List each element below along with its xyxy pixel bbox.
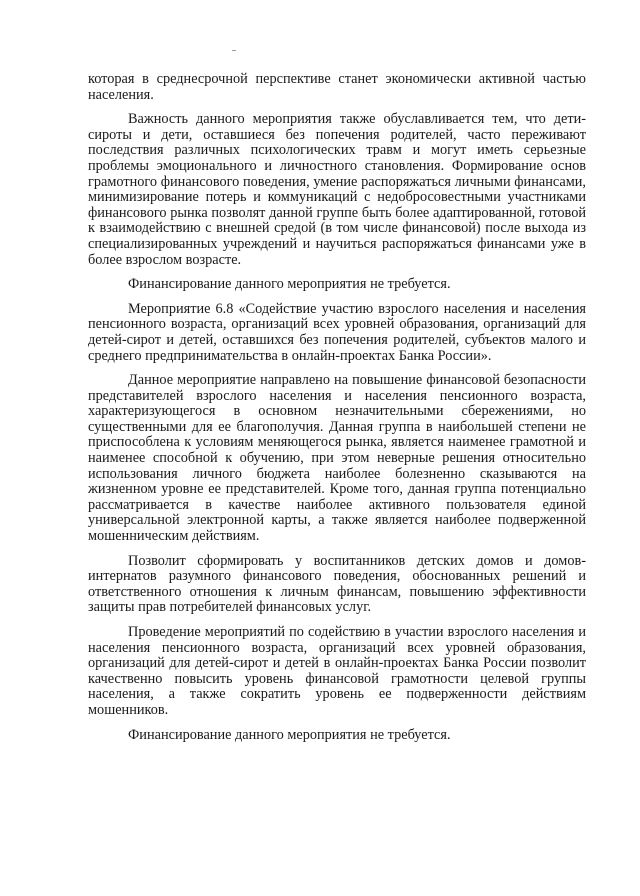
paragraph-outcome-online-projects: Проведение мероприятий по содействию в участии взрослого населения и населения пенсионного возраста, организаций всех уровней образования, организаций для детей-сирот и детей в онлайн-проектах Банка России позволит качественно повысить уровень финансовой грамотности целевой группы населения, а также сократить уровень ее подверженности действиям мошенников. [88,624,586,718]
paragraph-orphans-importance: Важность данного мероприятия также обуславливается тем, что дети-сироты и дети, оставшиеся без попечения родителей, часто переживают последствия различных психологических травм и могут иметь серьезные проблемы эмоционального и личностного становления. Формирование основ грамотного финансового поведения, умение распоряжаться личными финансами, минимизирование потерь и коммуникаций с недобросовестными участниками финансового рынка позволят данной группе быть более адаптированной, готовой к взаимодействию с внешней средой (в том числе финансовой) после выхода из специализированных учреждений и научиться распоряжаться финансами уже в более взрослом возрасте. [88,111,586,268]
document-body [88,72,586,752]
paragraph-funding-note: Финансирование данного мероприятия не требуется. [128,276,451,293]
paragraph-measure-description: Данное мероприятие направлено на повышение финансовой безопасности представителей взрослого населения и населения пенсионного возраста, характеризующегося в основном незначительными сбережениями, но существенными для ее благополучия. Данная группа в наибольшей степени не приспособлена к условиям меняющегося рынка, является наименее грамотной и наименее способной к обучению, при этом неверные решения относительно использования личного бюджета наиболее болезненно сказываются на жизненном уровне ее представителей. Кроме того, данная группа потенциально рассматривается в качестве наиболее активного пользователя единой универсальной электронной карты, а также является наиболее подверженной мошенническим действиям. [88,372,586,545]
paragraph-measure-6-8-title: Мероприятие 6.8 «Содействие участию взрослого населения и населения пенсионного возраста, организаций всех уровней образования, организаций для детей-сирот и детей, оставшихся без попечения родителей, субъектов малого и среднего предпринимательства в онлайн-проектах Банка России». [88,300,586,364]
paragraph-funding-note-2: Финансирование данного мероприятия не требуется. [128,726,451,743]
paragraph-outcome-orphans: Позволит сформировать у воспитанников детских домов и домов-интернатов разумного финансового поведения, обоснованных решений и ответственного отношения к личным финансам, повышению эффективности защиты прав потребителей финансовых услуг. [88,552,586,616]
scan-mark [232,50,236,51]
paragraph-continuation: которая в среднесрочной перспективе станет экономически активной частью населения. [88,71,586,103]
